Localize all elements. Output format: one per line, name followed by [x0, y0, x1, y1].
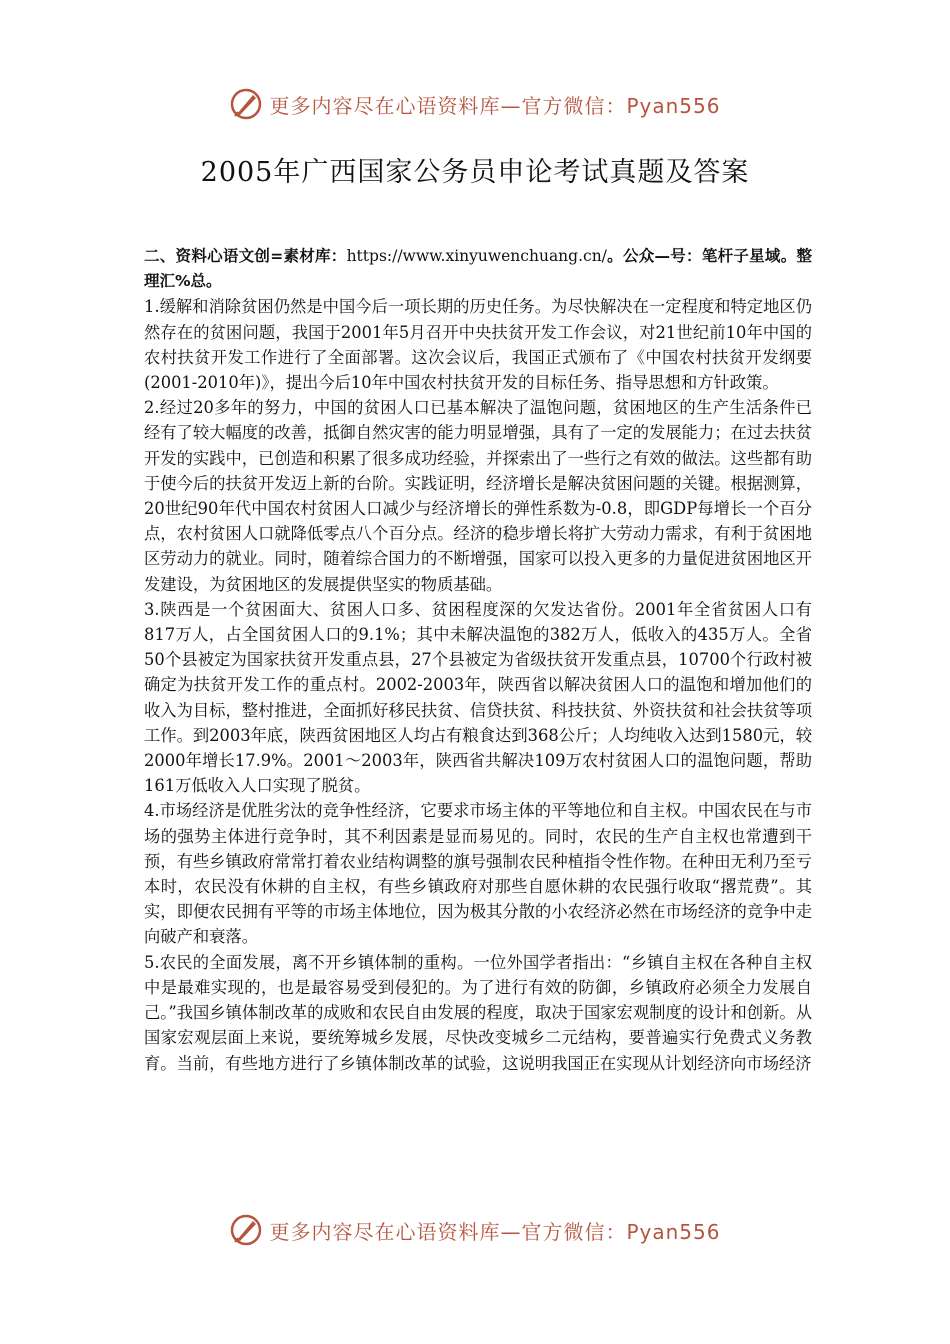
paragraph-3: 3.陕西是一个贫困面大、贫困人口多、贫困程度深的欠发达省份。2001年全省贫困人口有817万人，占全国贫困人口的9.1%；其中未解决温饱的382万人，低收入的435万人。全省50个县被定为国家扶贫开发重点县，27个县被定为省级扶贫开发重点县，10700个行政村被确定为扶贫开发工作的重点村。2002-2003年，陕西省以解决贫困人口的温饱和增加他们的收入为目标，整村推进，全面抓好移民扶贫、信贷扶贫、科技扶贫、外资扶贫和社会扶贫等项工作。到2003年底，陕西贫困地区人均占有粮食达到368公斤；人均纯收入达到1580元，较2000年增长17.9%。2001～2003年，陕西省共解决109万农村贫困人口的温饱问题，帮助161万低收入人口实现了脱贫。	[144, 599, 812, 796]
paragraph-4: 4.市场经济是优胜劣汰的竞争性经济，它要求市场主体的平等地位和自主权。中国农民在与市场的强势主体进行竞争时，其不利因素是显而易见的。同时，农民的生产自主权也常遭到干预，有些乡镇政府常常打着农业结构调整的旗号强制农民种植指令性作物。在种田无利乃至亏本时，农民没有休耕的自主权，有些乡镇政府对那些自愿休耕的农民强行收取“撂荒费”。其实，即便农民拥有平等的市场主体地位，因为极其分散的小农经济必然在市场经济的竞争中走向破产和衰落。	[144, 801, 812, 947]
document-body	[144, 244, 812, 1076]
intro-text-a: 二、资料心语文创=素材库：	[144, 247, 347, 265]
paragraph-2: 2.经过20多年的努力，中国的贫困人口已基本解决了温饱问题，贫困地区的生产生活条件已经有了较大幅度的改善，抵御自然灾害的能力明显增强，具有了一定的发展能力；在过去扶贫开发的实践中，已创造和积累了很多成功经验，并探索出了一些行之有效的做法。这些都有助于使今后的扶贫开发迈上新的台阶。实践证明，经济增长是解决贫困问题的关键。根据测算，20世纪90年代中国农村贫困人口减少与经济增长的弹性系数为-0.8，即GDP每增长一个百分点，农村贫困人口就降低零点八个百分点。经济的稳步增长将扩大劳动力需求，有利于贫困地区劳动力的就业。同时，随着综合国力的不断增强，国家可以投入更多的力量促进贫困地区开发建设，为贫困地区的发展提供坚实的物质基础。	[144, 398, 812, 594]
quill-logo-icon	[229, 1213, 263, 1247]
banner-text: 更多内容尽在心语资料库—官方微信：Pyan556	[269, 1219, 721, 1244]
intro-link[interactable]: https://www.xinyuwenchuang.cn/	[346, 247, 607, 265]
paragraph-5: 5.农民的全面发展，离不开乡镇体制的重构。一位外国学者指出：“乡镇自主权在各种自主权中是最难实现的，也是最容易受到侵犯的。为了进行有效的防御，乡镇政府必须全力发展自己。”我国乡镇体制改革的成败和农民自由发展的程度，取决于国家宏观制度的设计和创新。从国家宏观层面上来说，要统筹城乡发展，尽快改变城乡二元结构，要普遍实行免费式义务教育。当前，有些地方进行了乡镇体制改革的试验，这说明我国正在实现从计划经济向市场经济	[144, 952, 812, 1073]
paragraph-1: 1.缓解和消除贫困仍然是中国今后一项长期的历史任务。为尽快解决在一定程度和特定地区仍然存在的贫困问题，我国于2001年5月召开中央扶贫开发工作会议，对21世纪前10年中国的农村扶贫开发工作进行了全面部署。这次会议后，我国正式颁布了《中国农村扶贫开发纲要(2001-2010年)》，提出今后10年中国农村扶贫开发的目标任务、指导思想和方针政策。	[144, 297, 812, 393]
quill-logo-icon	[229, 87, 263, 121]
intro-text-b: 。公众—号：笔杆子星域。整理汇%总。	[144, 247, 812, 291]
footer-banner	[0, 1208, 950, 1252]
document-title: 2005年广西国家公务员申论考试真题及答案	[200, 157, 750, 188]
header-banner	[0, 82, 950, 126]
intro-line	[144, 244, 812, 294]
banner-text: 更多内容尽在心语资料库—官方微信：Pyan556	[269, 93, 721, 118]
